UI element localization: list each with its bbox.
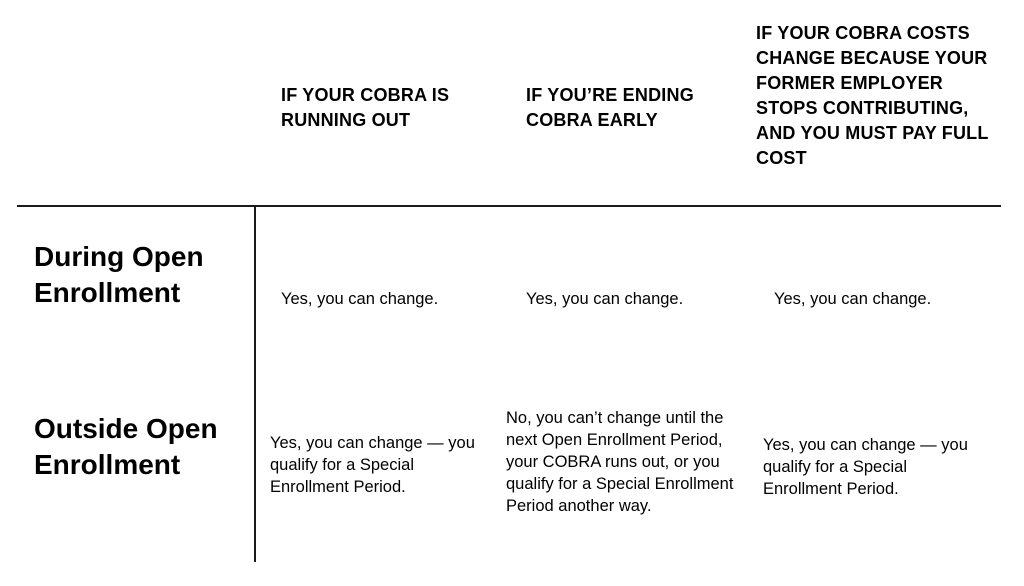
cell-during-cost-change: Yes, you can change. [774, 290, 932, 308]
cell-outside-cost-change: Yes, you can change — you qualify for a Special Enrollment Period. [763, 436, 968, 498]
header-divider-line [17, 205, 1001, 207]
row-header-divider-line [254, 206, 256, 562]
cell-outside-ending-early: No, you can’t change until the next Open Enrollment Period, your COBRA runs out, or you qualify for a Special Enrollment Period another way. [506, 409, 734, 515]
cell-outside-running-out: Yes, you can change — you qualify for a Special Enrollment Period. [270, 434, 475, 496]
column-header-cost-change: IF YOUR COBRA COSTS CHANGE BECAUSE YOUR FORMER EMPLOYER STOPS CONTRIBUTING, AND YOU MUST PAY FULL COST [756, 23, 989, 168]
column-header-ending-early: IF YOU’RE ENDING COBRA EARLY [526, 85, 694, 130]
cell-during-running-out: Yes, you can change. [281, 290, 439, 308]
row-header-during-open-enrollment: During Open Enrollment [34, 241, 204, 308]
cell-during-ending-early: Yes, you can change. [526, 290, 684, 308]
column-header-running-out: IF YOUR COBRA IS RUNNING OUT [281, 85, 450, 130]
row-header-outside-open-enrollment: Outside Open Enrollment [34, 413, 218, 480]
